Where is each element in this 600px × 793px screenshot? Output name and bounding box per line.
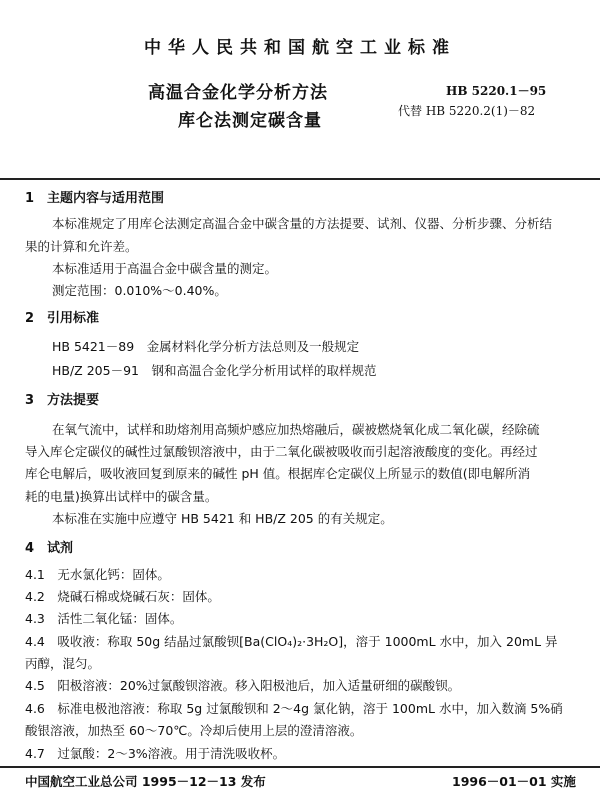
section-3-line-1: 在氧气流中，试样和助熔剂用高频炉感应加热熔融后，碳被燃烧氧化成二氧化碳，经除硫 (52, 422, 540, 437)
section-1-para-1a: 本标准规定了用库仑法测定高温合金中碳含量的方法提要、试剂、仪器、分析步骤、分析结 (52, 216, 553, 231)
document-title-line2: 库仑法测定碳含量 (178, 111, 322, 131)
standard-org-title: 中华人民共和国航空工业标准 (144, 38, 456, 58)
section-2-heading: 2 引用标准 (25, 311, 100, 326)
section-3-line-2: 导入库仑定碳仪的碱性过氯酸钡溶液中，由于二氧化碳被吸收而引起溶液酸度的变化。再经过 (25, 444, 538, 459)
header-rule (0, 178, 600, 180)
section-3-line-5: 本标准在实施中应遵守 HB 5421 和 HB/Z 205 的有关规定。 (52, 511, 393, 526)
document-title-line1: 高温合金化学分析方法 (148, 83, 328, 103)
standard-number: HB 5220.1－95 (446, 84, 547, 98)
reference-1: HB 5421－89 金属材料化学分析方法总则及一般规定 (52, 339, 360, 354)
reagent-4-6a: 4.6 标准电极池溶液：称取 5g 过氯酸钡和 2～4g 氯化钠，溶于 100mL 水中，加入数滴 5%硝 (25, 701, 563, 716)
reagent-4-6b: 酸银溶液，加热至 60～70℃。冷却后使用上层的澄清溶液。 (25, 723, 363, 738)
section-3-line-3: 库仑电解后，吸收液回复到原来的碱性 pH 值。根据库仑定碳仪上所显示的数值(即电解所消 (25, 466, 531, 481)
section-1-para-1b: 果的计算和允许差。 (25, 239, 138, 254)
standard-replaces: 代替 HB 5220.2(1)－82 (398, 104, 536, 118)
reagent-4-5: 4.5 阳极溶液：20%过氯酸钡溶液。移入阳极池后，加入适量研细的碳酸钡。 (25, 678, 461, 693)
reagent-4-4b: 丙醇，混匀。 (25, 656, 101, 671)
section-1-para-2: 本标准适用于高温合金中碳含量的测定。 (52, 261, 278, 276)
reagent-4-3: 4.3 活性二氧化锰：固体。 (25, 611, 183, 626)
effective-date: 1996－01－01 实施 (452, 774, 576, 789)
reagent-4-4a: 4.4 吸收液：称取 50g 结晶过氯酸钡[Ba(ClO₄)₂·3H₂O]，溶于 1000mL 水中，加入 20mL 异 (25, 634, 558, 649)
reagent-4-2: 4.2 烧碱石棉或烧碱石灰：固体。 (25, 589, 220, 604)
reagent-4-1: 4.1 无水氯化钙：固体。 (25, 567, 170, 582)
issue-date: 中国航空工业总公司 1995－12－13 发布 (25, 774, 266, 789)
section-1-para-3: 测定范围：0.010%～0.40%。 (52, 283, 227, 298)
section-3-heading: 3 方法提要 (25, 393, 100, 408)
section-1-heading: 1 主题内容与适用范围 (25, 191, 165, 206)
section-3-line-4: 耗的电量)换算出试样中的碳含量。 (25, 489, 218, 504)
reference-2: HB/Z 205－91 钢和高温合金化学分析用试样的取样规范 (52, 363, 377, 378)
footer-rule (0, 766, 600, 768)
section-4-heading: 4 试剂 (25, 541, 74, 556)
reagent-4-7: 4.7 过氯酸：2～3%溶液。用于清洗吸收杯。 (25, 746, 286, 761)
